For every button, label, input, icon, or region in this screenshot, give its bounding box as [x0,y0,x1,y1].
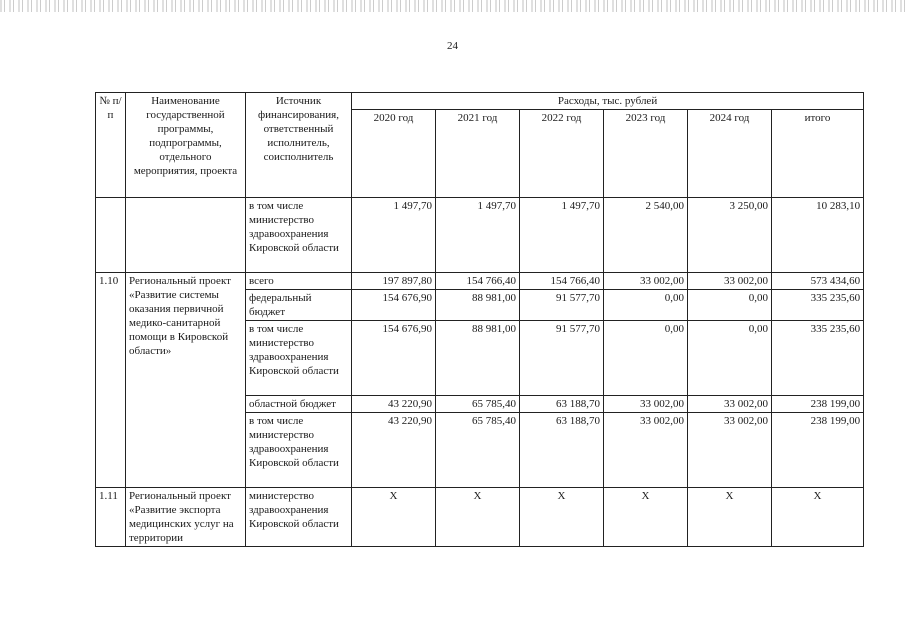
value-2022: 63 188,70 [520,396,604,413]
header-year-2024: 2024 год [688,110,772,198]
value-2020: 154 676,90 [352,290,436,321]
value-2022: 91 577,70 [520,321,604,396]
budget-table [95,92,864,547]
row-no: 1.11 [96,488,126,547]
row-no: 1.10 [96,273,126,488]
value-2020: 43 220,90 [352,396,436,413]
project-name: Региональный проект «Развитие системы оказания первичной медико-санитарной помощи в Кировской области» [126,273,246,488]
value-2023: 2 540,00 [604,198,688,273]
header-total: итого [772,110,864,198]
value-2024: 0,00 [688,290,772,321]
header-col-no: № п/п [96,93,126,198]
value-2021: 65 785,40 [436,396,520,413]
header-row-top [96,93,864,110]
value-total: 335 235,60 [772,321,864,396]
row-source: федеральный бюджет [246,290,352,321]
value-2023: 33 002,00 [604,273,688,290]
row-source: в том числе министерство здравоохранения Кировской области [246,198,352,273]
header-col-source: Источник финансирования, ответственный исполнитель, соисполнитель [246,93,352,198]
value-2021: X [436,488,520,547]
value-2021: 65 785,40 [436,413,520,488]
project-name: Региональный проект «Развитие экспорта медицинских услуг на территории [126,488,246,547]
value-2023: 33 002,00 [604,413,688,488]
table-row [96,488,864,547]
value-2024: 33 002,00 [688,413,772,488]
row-source: областной бюджет [246,396,352,413]
row-name-cell [126,198,246,273]
value-2023: X [604,488,688,547]
row-no-cell [96,198,126,273]
value-2022: 1 497,70 [520,198,604,273]
value-2022: 154 766,40 [520,273,604,290]
value-2021: 88 981,00 [436,321,520,396]
value-total: 573 434,60 [772,273,864,290]
value-2020: 197 897,80 [352,273,436,290]
value-2023: 0,00 [604,321,688,396]
scan-artifact-strip [0,0,905,12]
value-total: 238 199,00 [772,396,864,413]
value-2024: 0,00 [688,321,772,396]
value-total: 238 199,00 [772,413,864,488]
value-2021: 1 497,70 [436,198,520,273]
value-2023: 33 002,00 [604,396,688,413]
row-source: в том числе министерство здравоохранения Кировской области [246,413,352,488]
row-source: в том числе министерство здравоохранения Кировской области [246,321,352,396]
header-year-2022: 2022 год [520,110,604,198]
value-total: X [772,488,864,547]
header-col-name: Наименование государственной программы, подпрограммы, отдельного мероприятия, проекта [126,93,246,198]
value-2020: X [352,488,436,547]
header-year-2020: 2020 год [352,110,436,198]
header-year-2021: 2021 год [436,110,520,198]
value-2021: 154 766,40 [436,273,520,290]
table-row [96,198,864,273]
row-source: всего [246,273,352,290]
value-2024: 3 250,00 [688,198,772,273]
header-year-2023: 2023 год [604,110,688,198]
value-2022: 91 577,70 [520,290,604,321]
value-2020: 1 497,70 [352,198,436,273]
value-2024: X [688,488,772,547]
value-2020: 43 220,90 [352,413,436,488]
value-total: 10 283,10 [772,198,864,273]
value-2022: X [520,488,604,547]
table-row [96,273,864,290]
value-2020: 154 676,90 [352,321,436,396]
value-2021: 88 981,00 [436,290,520,321]
value-2024: 33 002,00 [688,396,772,413]
row-source: министерство здравоохранения Кировской области [246,488,352,547]
value-2023: 0,00 [604,290,688,321]
value-total: 335 235,60 [772,290,864,321]
header-col-expenses: Расходы, тыс. рублей [352,93,864,110]
value-2024: 33 002,00 [688,273,772,290]
page-number: 24 [447,40,458,52]
value-2022: 63 188,70 [520,413,604,488]
